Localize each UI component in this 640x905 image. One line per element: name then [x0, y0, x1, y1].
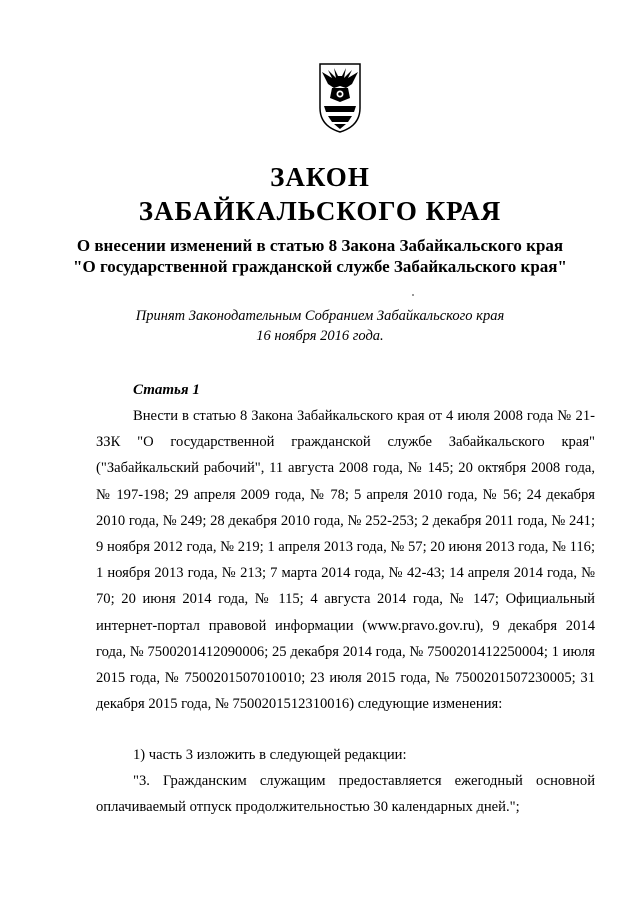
amendment-item: 1) часть 3 изложить в следующей редакции: [133, 747, 407, 763]
article-intro-paragraph: Внести в статью 8 Закона Забайкальского края от 4 июля 2008 года № 21-ЗЗК "О государственной гражданской службе Забайкальского края" ("Забайкальский рабочий", 11 августа 2008 года, № 145; 20 октября 2008 года, № 197-198; 29 апреля 2009 года, № 78; 5 апреля 2010 года, № 56; 24 декабря 2010 года, № 249; 28 декабря 2010 года, № 252-253; 2 декабря 2011 года, № 241; 9 ноября 2012 года, № 219; 1 апреля 2013 года, № 57; 20 июня 2013 года, № 116; 1 ноября 2013 года, № 213; 7 марта 2014 года, № 42-43; 14 апреля 2014 года, № 70; 20 июня 2014 года, № 115; 4 августа 2014 года, № 147; Официальный интернет-портал правовой информации (www.pravo.gov.ru), 9 декабря 2014 года, № 7500201412090006; 25 декабря 2014 года, № 7500201412250004; 1 июля 2015 года, № 7500201507010010; 23 июля 2015 года, № 7500201507230005; 31 декабря 2015 года, № 7500201512310016) следующие изменения: [96, 408, 595, 713]
adoption-line2: 16 ноября 2016 года. [256, 328, 384, 344]
adoption-line1: Принят Законодательным Собранием Забайкальского края [135, 308, 505, 324]
document-subtitle [0, 235, 640, 277]
document-title-line2: ЗАБАЙКАЛЬСКОГО КРАЯ [138, 196, 502, 226]
scan-speck [412, 294, 414, 296]
document-title-line1: ЗАКОН [270, 162, 370, 192]
article-heading: Статья 1 [133, 382, 200, 398]
subtitle-line2: "О государственной гражданской службе Забайкальского края" [73, 257, 567, 276]
adoption-note [0, 306, 640, 346]
amendment-quote: "3. Гражданским служащим предоставляется ежегодный основной оплачиваемый отпуск продолжительностью 30 календарных дней."; [96, 773, 595, 816]
coat-of-arms-icon [314, 60, 366, 134]
subtitle-line1: О внесении изменений в статью 8 Закона Забайкальского края [76, 236, 564, 255]
